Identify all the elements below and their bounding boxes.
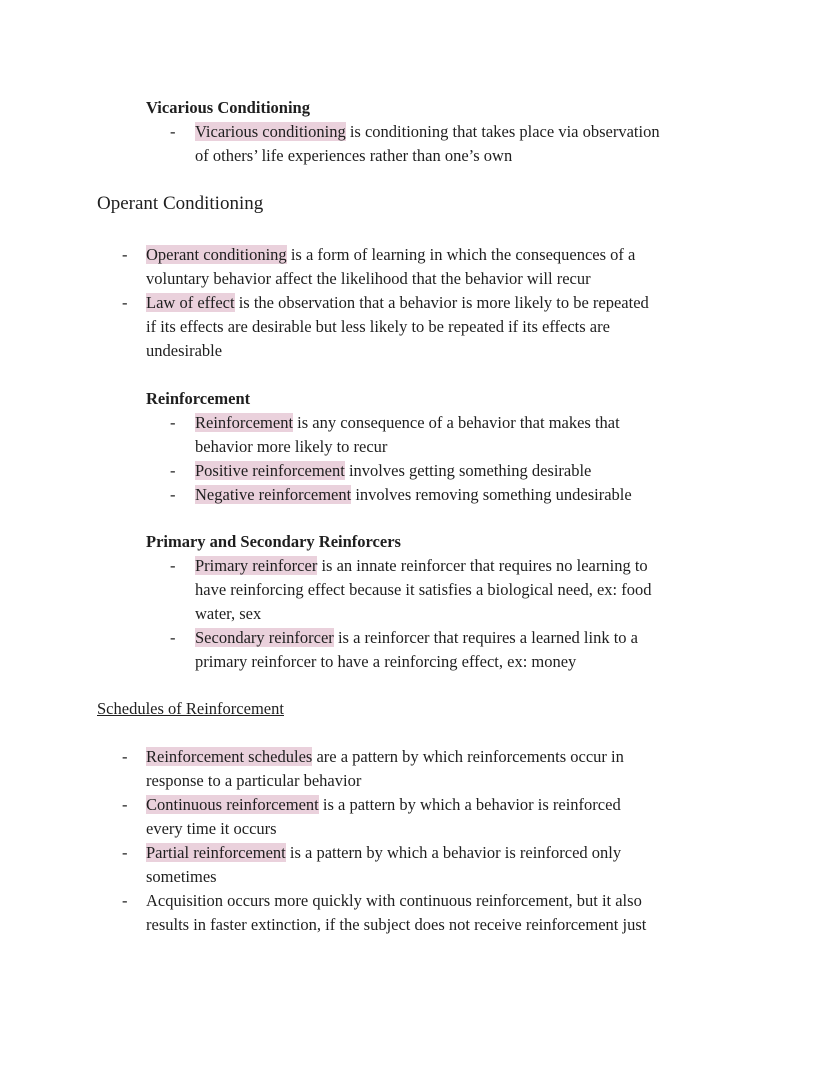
list-item-continuation: every time it occurs bbox=[146, 819, 277, 838]
bullet-dash: - bbox=[170, 556, 176, 575]
list-item-text: involves getting something desirable bbox=[344, 461, 592, 480]
list-item-continuation: undesirable bbox=[146, 341, 223, 360]
list-item bbox=[146, 745, 624, 769]
highlighted-term: Reinforcement schedules bbox=[146, 747, 313, 766]
highlighted-term: Secondary reinforcer bbox=[195, 628, 334, 647]
bullet-dash: - bbox=[170, 485, 176, 504]
list-item-text: involves removing something undesirable bbox=[351, 485, 632, 504]
list-item bbox=[195, 554, 648, 578]
list-item bbox=[146, 793, 621, 817]
list-item-text: is any consequence of a behavior that makes that bbox=[293, 413, 620, 432]
heading-operant-conditioning: Operant Conditioning bbox=[97, 193, 264, 214]
bullet-dash: - bbox=[122, 293, 128, 312]
list-item-continuation: results in faster extinction, if the subject does not receive reinforcement just bbox=[146, 915, 647, 934]
list-item-text: is a pattern by which a behavior is reinforced bbox=[318, 795, 621, 814]
highlighted-term: Law of effect bbox=[146, 293, 235, 312]
list-item-continuation: have reinforcing effect because it satisfies a biological need, ex: food bbox=[195, 580, 652, 599]
highlighted-term: Partial reinforcement bbox=[146, 843, 286, 862]
list-item-continuation: response to a particular behavior bbox=[146, 771, 362, 790]
list-item-continuation: voluntary behavior affect the likelihood that the behavior will recur bbox=[146, 269, 591, 288]
list-item bbox=[195, 483, 632, 507]
bullet-dash: - bbox=[170, 628, 176, 647]
heading-schedules-of-reinforcement: Schedules of Reinforcement bbox=[97, 699, 284, 718]
list-item-continuation: of others’ life experiences rather than one’s own bbox=[195, 146, 513, 165]
list-item bbox=[195, 626, 638, 650]
highlighted-term: Continuous reinforcement bbox=[146, 795, 319, 814]
list-item-text: is a pattern by which a behavior is reinforced only bbox=[285, 843, 622, 862]
list-item-continuation: behavior more likely to recur bbox=[195, 437, 388, 456]
bullet-dash: - bbox=[122, 891, 128, 910]
list-item-text: Acquisition occurs more quickly with continuous reinforcement, but it also bbox=[146, 891, 642, 910]
list-item-text: is an innate reinforcer that requires no learning to bbox=[317, 556, 648, 575]
subheading-primary-secondary-reinforcers: Primary and Secondary Reinforcers bbox=[146, 532, 401, 551]
list-item-continuation: sometimes bbox=[146, 867, 217, 886]
list-item bbox=[195, 411, 620, 435]
list-item-continuation: primary reinforcer to have a reinforcing effect, ex: money bbox=[195, 652, 577, 671]
list-item bbox=[146, 291, 649, 315]
list-item-continuation: water, sex bbox=[195, 604, 262, 623]
highlighted-term: Primary reinforcer bbox=[195, 556, 318, 575]
highlighted-term: Positive reinforcement bbox=[195, 461, 345, 480]
bullet-dash: - bbox=[170, 122, 176, 141]
list-item bbox=[195, 459, 591, 483]
list-item bbox=[195, 120, 660, 144]
list-item-text: is the observation that a behavior is more likely to be repeated bbox=[234, 293, 649, 312]
bullet-dash: - bbox=[122, 747, 128, 766]
highlighted-term: Operant conditioning bbox=[146, 245, 287, 264]
bullet-dash: - bbox=[122, 795, 128, 814]
highlighted-term: Negative reinforcement bbox=[195, 485, 352, 504]
bullet-dash: - bbox=[170, 413, 176, 432]
list-item bbox=[146, 841, 621, 865]
list-item-text: is conditioning that takes place via observation bbox=[345, 122, 660, 141]
highlighted-term: Vicarious conditioning bbox=[195, 122, 346, 141]
list-item-continuation: if its effects are desirable but less likely to be repeated if its effects are bbox=[146, 317, 610, 336]
subheading-vicarious-conditioning: Vicarious Conditioning bbox=[146, 98, 310, 117]
list-item-text: are a pattern by which reinforcements occur in bbox=[312, 747, 624, 766]
list-item bbox=[146, 243, 635, 267]
subheading-reinforcement: Reinforcement bbox=[146, 389, 251, 408]
bullet-dash: - bbox=[122, 245, 128, 264]
highlighted-term: Reinforcement bbox=[195, 413, 294, 432]
list-item-text: is a reinforcer that requires a learned link to a bbox=[333, 628, 639, 647]
list-item-text: is a form of learning in which the consequences of a bbox=[286, 245, 636, 264]
bullet-dash: - bbox=[170, 461, 176, 480]
bullet-dash: - bbox=[122, 843, 128, 862]
